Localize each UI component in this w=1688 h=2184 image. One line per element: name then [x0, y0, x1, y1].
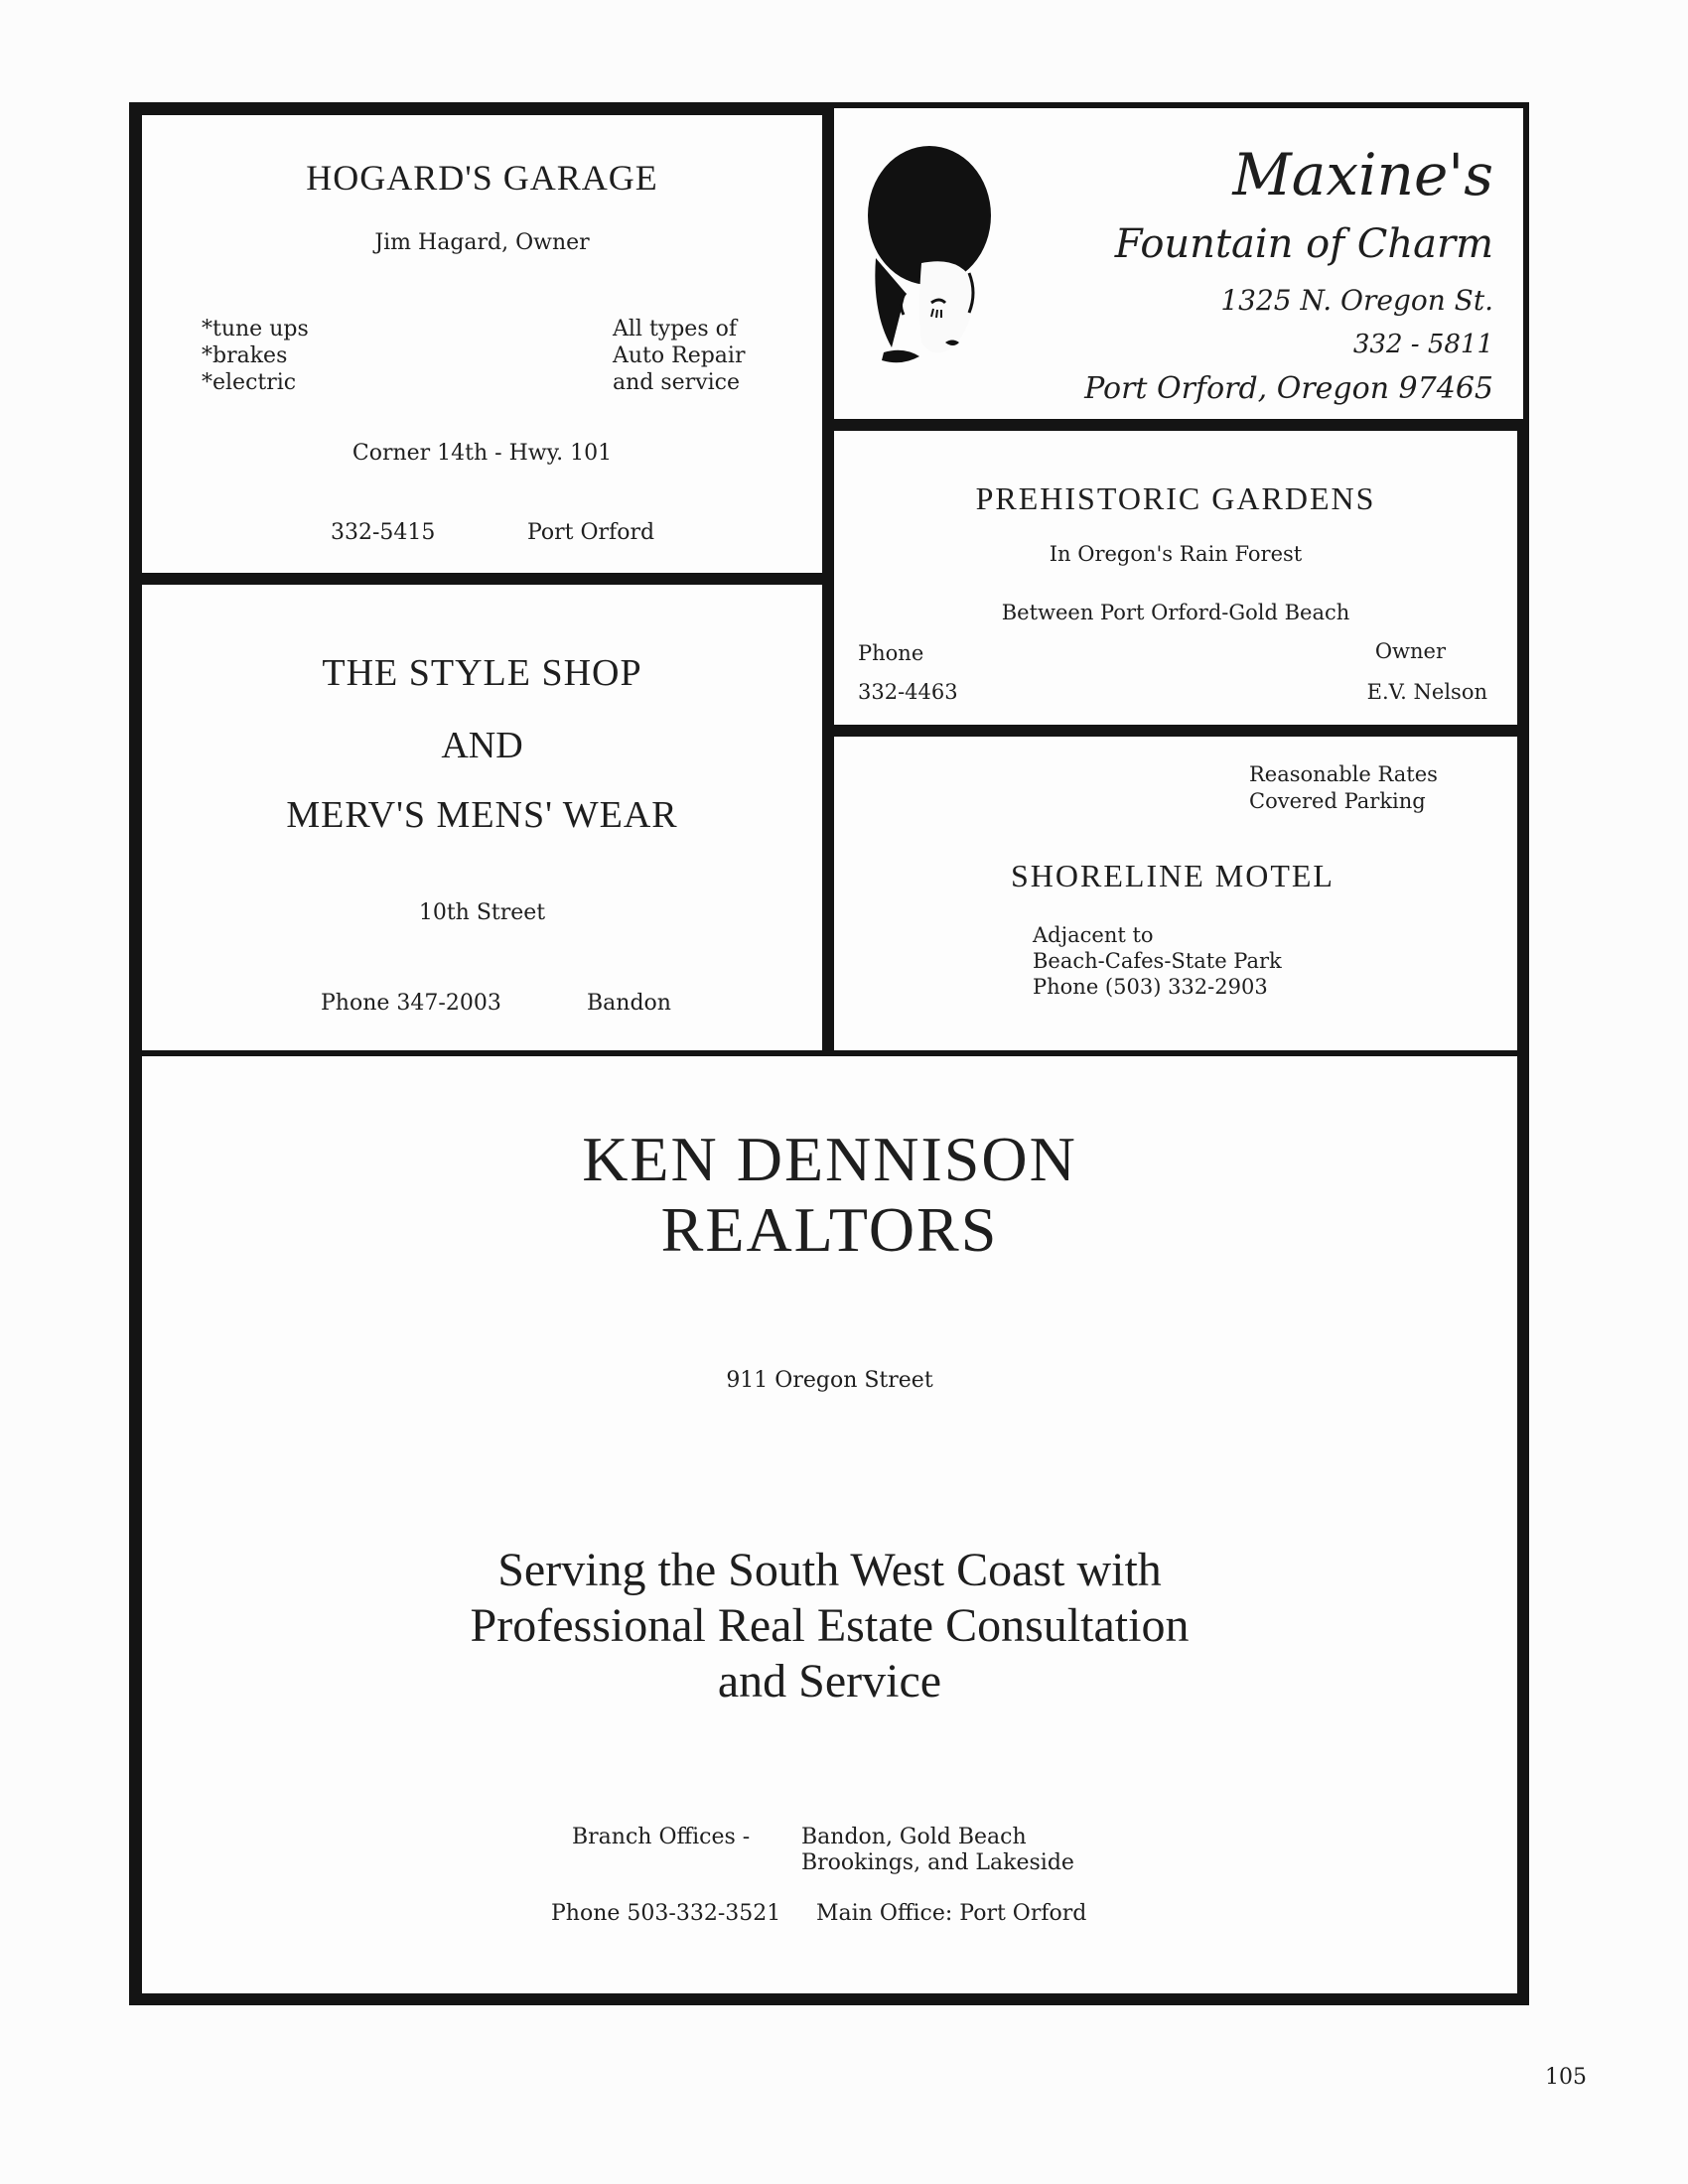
prehistoric-gardens-owner-label: Owner	[1374, 639, 1446, 663]
branch-offices-label: Branch Offices -	[572, 1825, 751, 1849]
ken-dennison-slogan-2: Professional Real Estate Consultation	[470, 1599, 1190, 1652]
prehistoric-gardens-phone: 332-4463	[858, 680, 958, 704]
ken-dennison-address: 911 Oregon Street	[726, 1368, 933, 1393]
hogards-garage-city: Port Orford	[527, 520, 655, 545]
shoreline-motel-ad	[828, 731, 1523, 1056]
repair-line-1: All types of	[613, 317, 737, 341]
maxines-city: Port Orford, Oregon 97465	[1084, 371, 1493, 406]
ken-dennison-slogan-1: Serving the South West Coast with	[497, 1544, 1162, 1596]
style-shop-ad	[136, 579, 828, 1056]
hogards-garage-phone: 332-5415	[331, 520, 436, 545]
page-number: 105	[1545, 2065, 1587, 2090]
ken-dennison-slogan-3: and Service	[717, 1655, 942, 1707]
ken-dennison-main-office: Main Office: Port Orford	[816, 1901, 1087, 1926]
maxines-tagline: Fountain of Charm	[1114, 221, 1493, 267]
hogards-garage-ad	[136, 109, 828, 579]
prehistoric-gardens-title: PREHISTORIC GARDENS	[975, 480, 1376, 516]
hogards-garage-address: Corner 14th - Hwy. 101	[352, 441, 613, 466]
repair-line-2: Auto Repair	[613, 343, 746, 368]
style-shop-line-2: AND	[441, 725, 523, 766]
style-shop-address: 10th Street	[418, 900, 546, 925]
hogards-garage-title: HOGARD'S GARAGE	[306, 158, 658, 198]
hogards-garage-owner: Jim Hagard, Owner	[374, 230, 590, 255]
prehistoric-gardens-phone-label: Phone	[858, 641, 924, 665]
prehistoric-gardens-ad	[828, 425, 1523, 731]
prehistoric-gardens-owner: E.V. Nelson	[1366, 680, 1487, 704]
service-tune-ups: *tune ups	[202, 317, 309, 341]
prehistoric-gardens-subtitle: In Oregon's Rain Forest	[1049, 542, 1303, 566]
style-shop-phone: Phone 347-2003	[321, 991, 501, 1016]
style-shop-line-1: THE STYLE SHOP	[322, 652, 642, 694]
repair-line-3: and service	[613, 370, 740, 395]
maxines-ad	[828, 102, 1529, 425]
shoreline-nearby: Beach-Cafes-State Park	[1033, 949, 1282, 973]
shoreline-phone: Phone (503) 332-2903	[1033, 975, 1268, 999]
service-electric: *electric	[202, 370, 297, 395]
shoreline-adjacent: Adjacent to	[1033, 923, 1154, 947]
style-shop-city: Bandon	[587, 991, 671, 1016]
woman-portrait-icon	[862, 144, 991, 382]
shoreline-parking: Covered Parking	[1249, 789, 1426, 813]
ken-dennison-ad	[136, 1050, 1523, 1999]
maxines-phone: 332 - 5811	[1352, 330, 1493, 359]
ken-dennison-title-line-1: KEN DENNISON	[582, 1124, 1077, 1194]
shoreline-rates: Reasonable Rates	[1249, 762, 1438, 786]
maxines-name: Maxine's	[1232, 141, 1493, 208]
ken-dennison-phone: Phone 503-332-3521	[551, 1901, 781, 1926]
prehistoric-gardens-location: Between Port Orford-Gold Beach	[1001, 601, 1350, 624]
branch-offices-line-2: Brookings, and Lakeside	[801, 1850, 1074, 1875]
service-brakes: *brakes	[202, 343, 288, 368]
branch-offices-line-1: Bandon, Gold Beach	[801, 1825, 1027, 1849]
shoreline-motel-title: SHORELINE MOTEL	[1011, 858, 1335, 893]
ken-dennison-title-line-2: REALTORS	[660, 1194, 999, 1265]
style-shop-line-3: MERV'S MENS' WEAR	[286, 794, 678, 836]
maxines-address: 1325 N. Oregon St.	[1220, 284, 1493, 317]
